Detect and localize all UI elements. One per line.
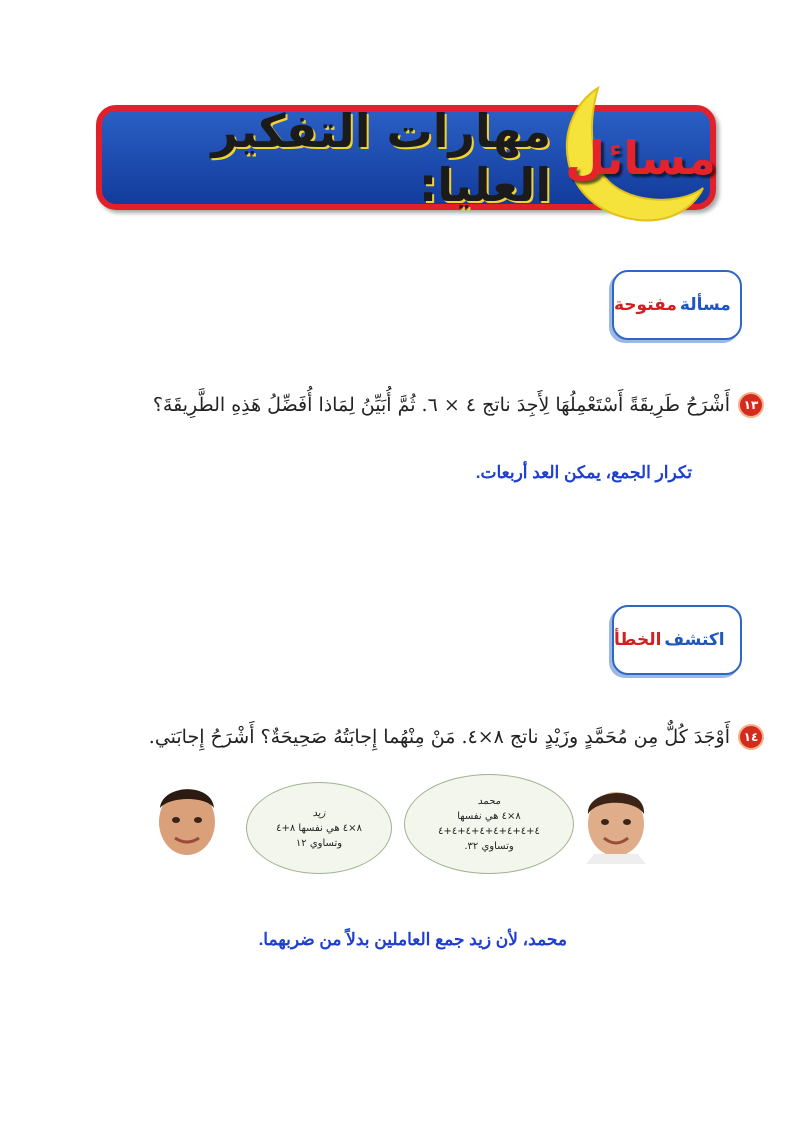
boy-mohammed-face <box>576 780 656 864</box>
boy-zaid-face <box>148 778 226 858</box>
bubble-line: ٤+٤+٤+٤+٤+٤+٤+٤ <box>438 826 540 837</box>
answer-14: محمد، لأن زيد جمع العاملين بدلاً من ضربهما. <box>258 930 567 949</box>
question-14 <box>149 724 764 750</box>
page-title <box>96 105 716 210</box>
question-number-badge: ١٣ <box>738 392 764 418</box>
bubble-line: وتساوي ١٢ <box>295 837 343 849</box>
open-problem-tag <box>612 270 742 340</box>
tag-label-blue: مسألة <box>679 295 731 315</box>
question-number-badge: ١٤ <box>738 724 764 750</box>
tag-label-red: مفتوحة <box>614 295 677 315</box>
title-word-masael: مسائل <box>565 130 716 185</box>
answer-13: تكرار الجمع، يمكن العد أربعات. <box>475 463 692 482</box>
bubble-line: ٨×٤ هي نفسها <box>457 811 521 822</box>
tag-label-red: الخطأ <box>614 630 662 650</box>
title-words-skills: مهارات التفكير العليا: <box>211 103 552 212</box>
bubble-name: محمد <box>477 796 501 807</box>
tag-label-blue: اكتشف <box>664 630 725 650</box>
question-text: أَوْجَدَ كُلٌّ مِن مُحَمَّدٍ وزَيْدٍ ناتج ٨×٤. مَنْ مِنْهُما إِجابَتُهُ صَحِيحَةٌ؟ أَشْرَحُ إِجابَتي. <box>148 726 730 748</box>
speech-bubble-zaid <box>246 782 392 874</box>
bubble-name: زيد <box>312 807 326 819</box>
speech-bubble-mohammed <box>404 774 574 874</box>
question-13 <box>153 392 764 418</box>
bubble-line: وتساوي ٣٢. <box>464 841 514 852</box>
question-text: أَشْرَحُ طَرِيقَةً أَسْتَعْمِلُهَا لِأَجِدَ ناتج ٤ × ٦. ثُمَّ أُبَيِّنُ لِمَاذا أُفَضِّلُ هَذِهِ الطَّرِيقَةَ؟ <box>152 394 730 416</box>
find-error-tag <box>612 605 742 675</box>
bubble-line: ٨×٤ هي نفسها ٨+٤ <box>276 822 362 834</box>
